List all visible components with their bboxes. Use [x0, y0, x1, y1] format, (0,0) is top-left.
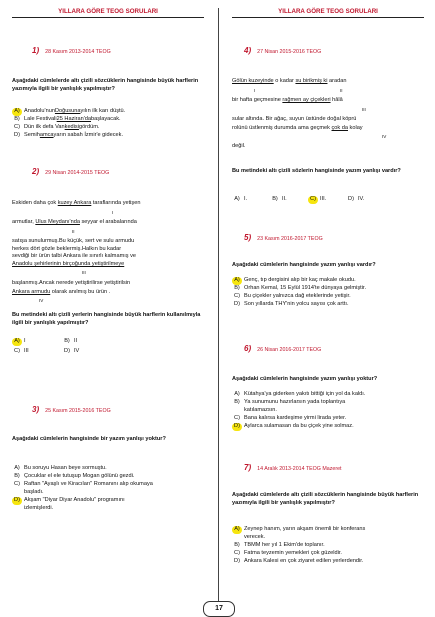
q1-option-d[interactable]: D) Semih amca yarın sabah İzmir'e gidecek. [12, 132, 125, 140]
q4-line-1: Gölün kuzeyinde o kadar su birikmiş ki aradan [232, 78, 347, 84]
option-letter: A) [14, 465, 20, 472]
option-letter: C) [308, 196, 318, 204]
q2-header [32, 167, 109, 176]
option-letter: B) [64, 338, 70, 345]
q5-option-c[interactable]: C) Bu çiçekler yalnızca dağ eteklerinde yetişir. [232, 293, 366, 301]
q1-header [32, 46, 111, 55]
q1-options [12, 108, 125, 140]
q3-option-a[interactable]: A) Bu soruyu Hasan beye sormuştu. [12, 465, 153, 473]
q7-option-d[interactable]: D) Ankara Kalesi en çok ziyaret edilen yerlerdendir. [232, 558, 365, 566]
option-letter: D) [14, 132, 20, 139]
option-letter: C) [14, 348, 20, 355]
q1-option-a[interactable]: A) Anadolu'nun Doğusuna yılın ilk karı düştü. [12, 108, 125, 116]
q3-options [12, 465, 153, 512]
q5-option-a[interactable]: A) Genç, tıp dergisini alıp bir kaç makale okudu. [232, 277, 366, 285]
option-letter: D) [234, 557, 240, 564]
q3-option-b[interactable]: B) Çocuklar el ele tutuşup Mogan gölünü gezdi. [12, 473, 153, 481]
q2-number: 2) [32, 167, 40, 176]
q6-option-b[interactable]: B) Ya sunumunu hazırlarsın yada toplantıya [232, 399, 365, 407]
q6-number: 6) [244, 344, 252, 353]
q4-roman-3: III [362, 107, 366, 112]
option-letter: B) [234, 541, 240, 548]
q1-number: 1) [32, 46, 40, 55]
q4-line-5: değil. [232, 143, 246, 149]
q7-option-a-cont: verecek. [244, 534, 266, 540]
q2-roman-2: II [72, 229, 75, 234]
q7-option-a[interactable]: A) Zeynep hanım, yarın akşam önemli bir konferans [232, 526, 365, 534]
option-letter: C) [234, 293, 240, 300]
q5-date: 23 Kasım 2016-2017 TEOG [257, 236, 323, 242]
option-letter: A) [234, 196, 240, 203]
q4-line-3: sular altında. Bir ağaç, suyun üstünde doğal köprü [232, 116, 357, 122]
q1-date: 28 Kasım 2013-2014 TEOG [45, 49, 111, 55]
option-letter: A) [232, 277, 242, 285]
q2-option-b[interactable]: B) II [62, 338, 77, 346]
q2-question: Bu metindeki altı çizili yerlerin hangisinde büyük harflerin kullanılmıyla ilgili bir yanlışlık yapılmıştır? [12, 312, 201, 326]
option-letter: A) [232, 526, 242, 534]
option-letter: D) [234, 301, 240, 308]
option-letter: B) [14, 116, 20, 123]
q4-number: 4) [244, 46, 252, 55]
q6-question: Aşağıdaki cümlelerin hangisinde yazım yanlışı yoktur? [232, 376, 378, 382]
option-letter: D) [64, 348, 70, 355]
q5-option-d[interactable]: D) Son yıllarda THY'nin yolcu sayısı çok arttı. [232, 301, 366, 309]
option-letter: D) [348, 196, 354, 203]
option-letter: A) [234, 391, 240, 398]
q3-option-c-cont: başladı. [24, 489, 44, 495]
q7-number: 7) [244, 463, 252, 472]
q6-header [244, 344, 321, 353]
option-letter: A) [12, 338, 22, 346]
q6-option-a[interactable]: A) Kütahya'ya giderken yakıtı bittiği için yol da kaldı. [232, 391, 365, 399]
q3-option-d[interactable]: D) Akşam "Diyar Diyar Anadolu" programını [12, 497, 153, 505]
q2-line-2: armutlar, Ulus Meydanı'nda seyyar el arabalarında [12, 219, 137, 225]
q5-option-b[interactable]: B) Orhan Kemal, 15 Eylül 1914'te dünyaya gelmiştir. [232, 285, 366, 293]
option-letter: A) [12, 108, 22, 116]
q2-option-c[interactable]: C) III [12, 348, 29, 356]
right-header: YILLARA GÖRE TEOG SORULARI [232, 7, 424, 18]
q7-header [244, 463, 342, 472]
option-letter: C) [14, 481, 20, 488]
q4-line-2: bir hafta geçmesine rağmen ay çiçekleri hâlâ [232, 97, 343, 103]
q6-options [232, 391, 365, 431]
page-number: 17 [203, 601, 235, 617]
q2-option-d[interactable]: D) IV [62, 348, 79, 356]
option-letter: C) [234, 549, 240, 556]
column-divider [218, 8, 219, 604]
q2-line-8: Ankara armudu olarak anılmış bu ürün . [12, 289, 111, 295]
q2-roman-1: I [112, 210, 114, 215]
option-letter: B) [234, 399, 240, 406]
option-letter: D) [12, 497, 22, 505]
q4-roman-1: I [254, 88, 256, 93]
q3-question: Aşağıdaki cümlelerin hangisinde bir yazım yanlışı yoktur? [12, 436, 166, 442]
q1-option-b[interactable]: B) Lale Festivali 25 Haziran'da başlayacak. [12, 116, 125, 124]
q7-date: 14 Aralık 2013-2014 TEOG Mazeret [257, 466, 342, 472]
q6-date: 26 Nisan 2016-2017 TEOG [257, 347, 322, 353]
q4-options [232, 196, 432, 206]
q2-option-a[interactable]: A) I [12, 338, 26, 346]
q2-date: 29 Nisan 2014-2015 TEOG [45, 170, 110, 176]
q4-roman-4: IV [382, 134, 387, 139]
q4-line-4: rolünü üstlenmiş durumda ama geçmek çok da kolay [232, 125, 363, 131]
q2-line-1: Eskiden daha çok kuzey Ankara taraflarında yetişen [12, 200, 141, 206]
q3-option-d-cont: izlemişlerdi. [24, 504, 54, 511]
q6-option-d[interactable]: D) Aylarca sulamasan da bu çiçek yine solmaz. [232, 423, 365, 431]
option-letter: B) [234, 285, 240, 292]
q3-option-c[interactable]: C) Raftan "Ayaşlı ve Kiracıları" Romanını alıp okumaya [12, 481, 153, 489]
q4-question: Bu metindeki altı çizili sözlerin hangisinde yazım yanlışı vardır? [232, 168, 401, 174]
q4-option-d[interactable]: D) IV. [346, 196, 364, 204]
option-letter: D) [232, 423, 242, 431]
q2-line-7: başlanmış.Ancak nerede yetiştirilirse yetiştirilsin [12, 280, 131, 286]
q7-options [232, 526, 365, 566]
q3-header [32, 405, 111, 414]
q4-option-b[interactable]: B) II. [270, 196, 287, 204]
q5-options [232, 277, 366, 309]
q3-date: 25 Kasım 2015-2016 TEOG [45, 408, 111, 414]
option-letter: B) [272, 196, 278, 203]
option-letter: C) [14, 124, 20, 131]
q1-option-c[interactable]: C) Dün ilk defa Van kedisi gördüm. [12, 124, 125, 132]
q2-line-4: herkes dört gözle beklermiş.Halkın bu kadar [12, 245, 122, 252]
option-letter: C) [234, 414, 240, 421]
q3-number: 3) [32, 405, 40, 414]
left-header: YILLARA GÖRE TEOG SORULARI [12, 7, 204, 18]
q4-option-a[interactable]: A) I. [232, 196, 247, 204]
q4-option-c[interactable]: C) III. [308, 196, 326, 204]
q4-header [244, 46, 321, 55]
q5-question: Aşağıdaki cümlelerin hangisinde yazım yanlışı vardır? [232, 262, 376, 268]
q2-line-6: Anadolu şehirlerinin birçoğunda yetiştirilmeye [12, 261, 125, 267]
q2-line-5: sevdiği bir ürün talbi Ankara ile sınırlı kalmamış ve [12, 253, 137, 259]
q2-line-3: satışa sunulurmuş.Bu küçük, sert ve sulu armudu [12, 238, 135, 244]
q7-question: Aşağıdaki cümlelerde altı çizili sözcüklerin hangisinde büyük harflerin yazımıyla ilgili bir yanlışlık yapılmıştır? [232, 492, 419, 506]
q5-header [244, 233, 323, 242]
q6-option-c[interactable]: C) Bana kalırsa kardeşime yirmi lirada yeter. [232, 415, 365, 423]
q6-option-b-cont: katılamazsın. [244, 407, 277, 413]
option-letter: B) [14, 473, 20, 480]
q1-question: Aşağıdaki cümlelerde altı çizili sözcüklerin hangisinde büyük harflerin yazımıyla ilgili bir yanlışlık yapılmıştır? [12, 78, 199, 92]
q4-roman-2: II [340, 88, 343, 93]
q2-roman-3: III [82, 270, 86, 275]
q5-number: 5) [244, 233, 252, 242]
q2-roman-4: IV [39, 298, 44, 303]
q7-option-b[interactable]: B) TBMM her yıl 1 Ekim'de toplanır. [232, 542, 365, 550]
q4-date: 27 Nisan 2015-2016 TEOG [257, 49, 322, 55]
q7-option-c[interactable]: C) Fatma teyzemin yemekleri çok güzeldir. [232, 550, 365, 558]
